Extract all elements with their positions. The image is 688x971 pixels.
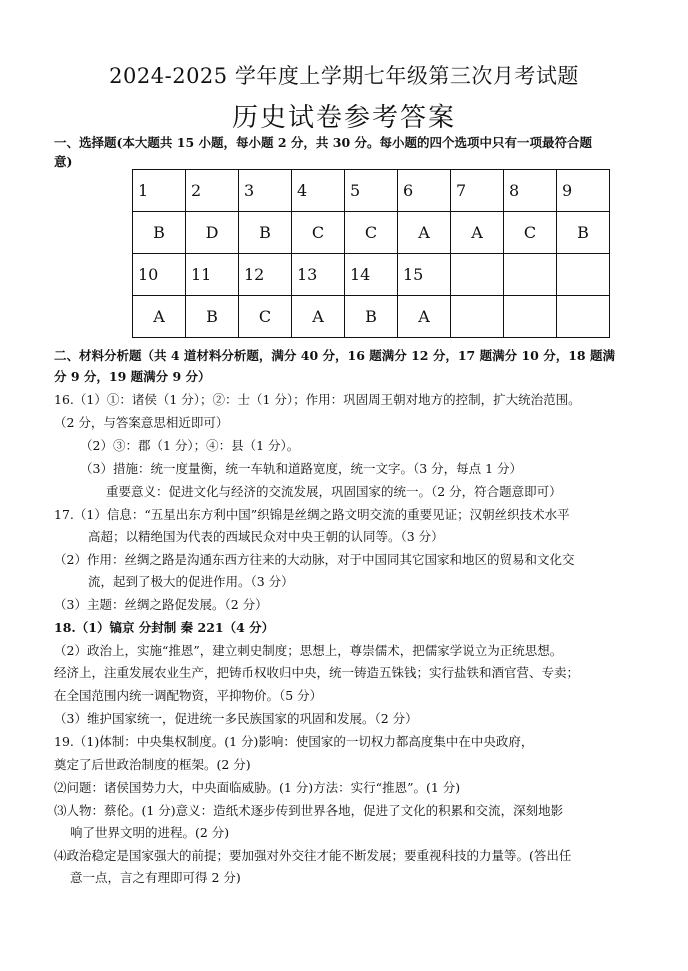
- table-cell: [557, 254, 610, 296]
- table-cell: 11: [186, 254, 239, 296]
- table-cell: 10: [133, 254, 186, 296]
- table-cell: A: [451, 212, 504, 254]
- answer-line: （2）政治上，实施“推恩”，建立刺史制度；思想上，尊崇儒术，把儒家学说立为正统思想。: [54, 643, 563, 658]
- section2-heading: 二、材料分析题（共 4 道材料分析题，满分 40 分，16 题满分 12 分，17 题满分 10 分，18 题满: [54, 348, 615, 363]
- table-cell: [451, 254, 504, 296]
- table-row-numbers-2: [133, 254, 610, 296]
- table-cell: 15: [398, 254, 451, 296]
- answer-line: 在全国范围内统一调配物资，平抑物价。（5 分）: [54, 688, 323, 703]
- answer-line: ⑵问题：诸侯国势力大，中央面临威胁。(1 分)方法：实行“推恩”。(1 分): [54, 780, 461, 795]
- answer-line: 奠定了后世政治制度的框架。(2 分): [54, 757, 251, 772]
- answer-line: 流，起到了极大的促进作用。（3 分）: [88, 574, 294, 589]
- table-cell: B: [186, 296, 239, 338]
- table-cell: 3: [239, 170, 292, 212]
- table-cell: A: [133, 296, 186, 338]
- answer-line: （2）③：郡（1 分）；④：县（1 分）。: [80, 438, 300, 453]
- table-cell: 2: [186, 170, 239, 212]
- answer-line: 重要意义：促进文化与经济的交流发展，巩固国家的统一。（2 分，符合题意即可）: [106, 484, 562, 499]
- table-cell: C: [239, 296, 292, 338]
- answer-line: ⑶人物：蔡伦。(1 分)意义：造纸术逐步传到世界各地，促进了文化的积累和交流，深刻地影: [54, 803, 564, 818]
- answer-line: （3）主题：丝绸之路促发展。（2 分）: [54, 597, 268, 612]
- table-cell: 14: [345, 254, 398, 296]
- table-cell: 13: [292, 254, 345, 296]
- table-cell: [504, 254, 557, 296]
- answer-line: 17.（1）信息：“五星出东方利中国”织锦是丝绸之路文明交流的重要见证；汉朝丝织技术水平: [54, 507, 570, 522]
- answer-table: [132, 169, 610, 338]
- answer-line: （3）措施：统一度量衡，统一车轨和道路宽度，统一文字。（3 分，每点 1 分）: [80, 461, 523, 476]
- answer-line: （2 分，与答案意思相近即可）: [54, 415, 229, 430]
- answer-line: 18.（1）镐京 分封制 秦 221（4 分）: [54, 620, 275, 635]
- table-cell: C: [504, 212, 557, 254]
- table-cell: 7: [451, 170, 504, 212]
- table-cell: B: [557, 212, 610, 254]
- exam-title-line1: 2024-2025 学年度上学期七年级第三次月考试题: [109, 64, 579, 88]
- table-row-answers-2: [133, 296, 610, 338]
- table-cell: C: [345, 212, 398, 254]
- table-cell: [504, 296, 557, 338]
- table-cell: A: [398, 296, 451, 338]
- table-cell: B: [133, 212, 186, 254]
- table-cell: [451, 296, 504, 338]
- table-cell: D: [186, 212, 239, 254]
- table-cell: 6: [398, 170, 451, 212]
- table-row-numbers-1: [133, 170, 610, 212]
- table-cell: 12: [239, 254, 292, 296]
- table-cell: 1: [133, 170, 186, 212]
- table-cell: B: [239, 212, 292, 254]
- answer-line: 19.（1)体制：中央集权制度。(1 分)影响：使国家的一切权力都高度集中在中央政府，: [54, 734, 534, 749]
- table-cell: 9: [557, 170, 610, 212]
- section1-heading-cont: 意): [54, 154, 73, 169]
- table-cell: 5: [345, 170, 398, 212]
- answer-line: 高超；以精绝国为代表的西域民众对中央王朝的认同等。（3 分）: [88, 529, 444, 544]
- table-cell: B: [345, 296, 398, 338]
- answer-line: （2）作用：丝绸之路是沟通东西方往来的大动脉，对于中国同其它国家和地区的贸易和文化交: [54, 552, 575, 567]
- table-cell: [557, 296, 610, 338]
- section2-heading-cont: 分 9 分，19 题满分 9 分）: [54, 369, 211, 384]
- table-cell: A: [292, 296, 345, 338]
- answer-line: 16.（1）①：诸侯（1 分）；②：士（1 分）；作用：巩固周王朝对地方的控制，扩大统治范围。: [54, 392, 581, 407]
- answer-line: 响了世界文明的进程。(2 分): [70, 825, 230, 840]
- exam-title-line2: 历史试卷参考答案: [231, 103, 456, 133]
- table-cell: 4: [292, 170, 345, 212]
- answer-line: （3）维护国家统一，促进统一多民族国家的巩固和发展。（2 分）: [54, 711, 418, 726]
- answer-line: ⑷政治稳定是国家强大的前提；要加强对外交往才能不断发展；要重视科技的力量等。(答出任: [54, 848, 572, 863]
- answer-line: 意一点，言之有理即可得 2 分): [70, 870, 241, 885]
- section1-heading: 一、选择题(本大题共 15 小题，每小题 2 分，共 30 分。每小题的四个选项中只有一项最符合题: [54, 135, 593, 150]
- table-row-answers-1: [133, 212, 610, 254]
- table-cell: A: [398, 212, 451, 254]
- table-cell: C: [292, 212, 345, 254]
- table-cell: 8: [504, 170, 557, 212]
- answer-line: 经济上，注重发展农业生产，把铸币权收归中央，统一铸造五铢钱；实行盐铁和酒官营、专卖；: [54, 665, 580, 680]
